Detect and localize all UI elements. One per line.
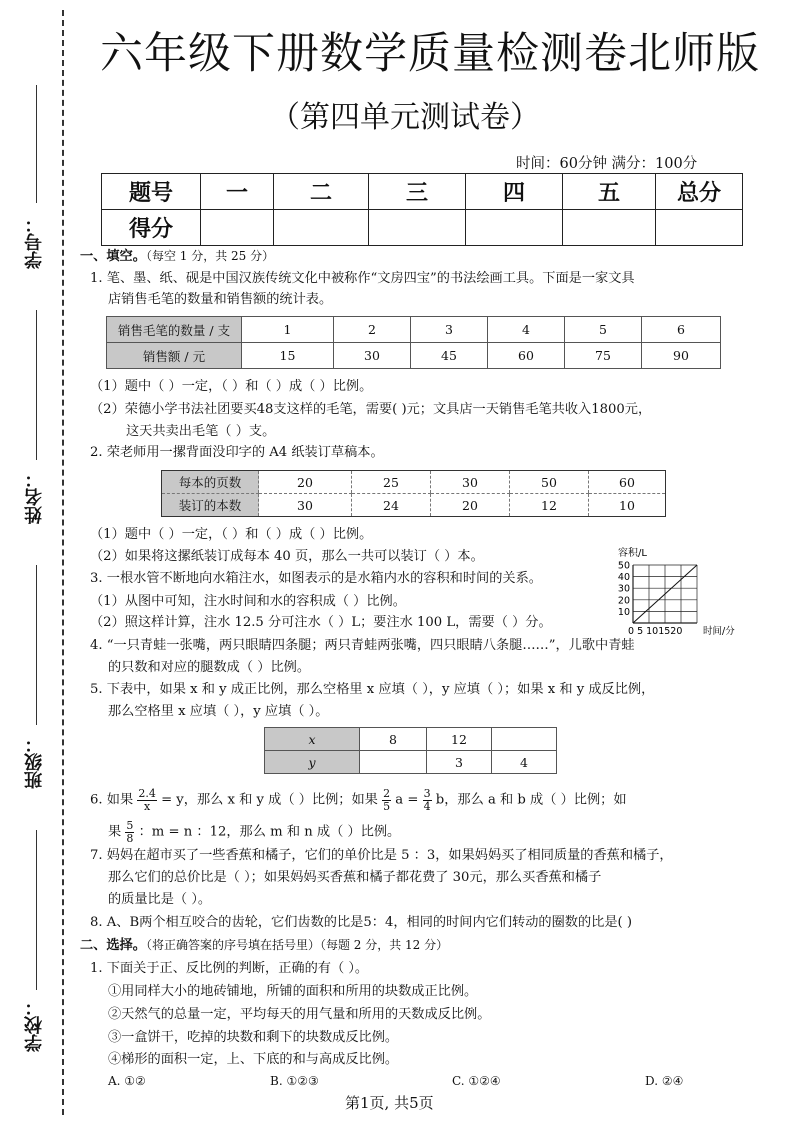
class-line	[36, 565, 37, 725]
q6-frac-num: 2.4	[138, 787, 156, 800]
q6-text: 6. 如果	[90, 792, 134, 808]
q3-sub1: （1）从图中可知，注水时间和水的容积成（ ）比例。	[90, 594, 406, 609]
q6-fraction	[382, 788, 391, 812]
q2-books-cell: 20	[431, 494, 510, 517]
mc1-stem: 1. 下面关于正、反比例的判断，正确的有（ ）。	[90, 961, 369, 976]
score-cell-5[interactable]	[563, 210, 656, 246]
mc1-statement-1: ①用同样大小的地砖铺地，所铺的面积和所用的块数成正比例。	[108, 984, 478, 999]
chart-ylabel: 容积/L	[618, 548, 647, 559]
chart-ytick-label: 50	[617, 560, 630, 572]
time-info: 时间：60分钟 满分：100分	[516, 156, 698, 172]
q6-frac-den: 4	[423, 799, 431, 813]
q6-text: = y，那么 x 和 y 成（ ）比例；如果	[161, 792, 378, 808]
q1-amount-cell: 45	[411, 343, 488, 369]
mc1-statement-3: ③一盒饼干，吃掉的块数和剩下的块数成反比例。	[108, 1030, 399, 1045]
q5-line2: 那么空格里 x 应填（ ），y 应填（ ）。	[108, 704, 329, 719]
q1-header-amount: 销售额 / 元	[107, 343, 242, 369]
section2-heading	[80, 937, 448, 954]
student-id-line	[36, 85, 37, 203]
q2-books-cell: 10	[589, 494, 666, 517]
chart-ytick-label: 40	[617, 572, 630, 584]
q1-sub2b: 这天共卖出毛笔（ ）支。	[126, 424, 276, 439]
q2-books-cell: 30	[259, 494, 352, 517]
score-header-total: 总分	[656, 174, 743, 210]
binding-dashed-line	[62, 10, 64, 1115]
section2-title: 二、选择。	[80, 938, 146, 953]
q2-header-pages: 每本的页数	[162, 471, 259, 494]
q4-line1: 4. “一只青蛙一张嘴，两只眼睛四条腿；两只青蛙两张嘴，四只眼睛八条腿……”，儿歌中青蛙	[90, 638, 635, 653]
school-line	[36, 830, 37, 990]
mc1-option-b[interactable]: B. ①②③	[270, 1074, 319, 1088]
q6-line2	[108, 820, 400, 844]
mc1-option-c[interactable]: C. ①②④	[452, 1074, 501, 1088]
page-subtitle: （第四单元测试卷）	[270, 100, 540, 135]
q6-fraction	[137, 788, 157, 812]
score-header-label: 题号	[102, 174, 201, 210]
student-id-label: 学号：	[24, 215, 45, 269]
q2-table	[161, 470, 666, 517]
q1-count-cell: 2	[334, 317, 411, 343]
score-header-5: 五	[563, 174, 656, 210]
q2-books-cell: 12	[510, 494, 589, 517]
q1-sub2a: （2）荣德小学书法社团要买48支这样的毛笔，需要( )元；文具店一天销售毛笔共收入1800元，	[90, 402, 652, 417]
q5-x-cell	[492, 728, 557, 751]
q6-frac-den: 8	[126, 831, 134, 845]
q1-count-cell: 6	[642, 317, 721, 343]
name-label: 姓名：	[24, 470, 45, 524]
chart-ytick-label: 30	[617, 583, 630, 595]
score-table	[101, 173, 743, 246]
section1-title: 一、填空。	[80, 249, 146, 264]
section1-heading	[80, 248, 274, 265]
mc1-statement-4: ④梯形的面积一定，上、下底的和与高成反比例。	[108, 1052, 399, 1067]
q6-frac-num: 2	[383, 787, 391, 800]
score-header-1: 一	[201, 174, 274, 210]
q5-table	[264, 727, 557, 774]
q1-amount-cell: 60	[488, 343, 565, 369]
q2-header-books: 装订的本数	[162, 494, 259, 517]
q6-line1	[90, 788, 627, 812]
q5-y-cell: 4	[492, 751, 557, 774]
q6-frac-num: 5	[126, 819, 134, 832]
q1-count-cell: 5	[565, 317, 642, 343]
q7-line3: 的质量比是（ ）。	[108, 892, 212, 907]
score-cell-total[interactable]	[656, 210, 743, 246]
q1-count-cell: 1	[242, 317, 334, 343]
q1-table	[106, 316, 721, 369]
q6-fraction	[125, 820, 134, 844]
section1-note: （每空 1 分，共 25 分）	[145, 249, 275, 263]
q6-frac-den: 5	[383, 799, 391, 813]
mc1-option-d[interactable]: D. ②④	[645, 1074, 684, 1088]
q2-pages-cell: 50	[510, 471, 589, 494]
chart-ytick-label: 20	[617, 595, 630, 607]
q6-text: a =	[395, 792, 419, 808]
score-cell-4[interactable]	[466, 210, 563, 246]
q2-sub1: （1）题中（ ）一定，（ ）和（ ）成（ ）比例。	[90, 527, 373, 542]
q1-amount-cell: 90	[642, 343, 721, 369]
score-row-label: 得分	[102, 210, 201, 246]
q1-sub1: （1）题中（ ）一定，（ ）和（ ）成（ ）比例。	[90, 379, 373, 394]
score-header-3: 三	[369, 174, 466, 210]
q8-line1: 8. A、B两个相互咬合的齿轮，它们齿数的比是5：4，相同的时间内它们转动的圈数的比是( )	[90, 915, 632, 930]
q3-line1: 3. 一根水管不断地向水箱注水，如图表示的是水箱内水的容积和时间的关系。	[90, 571, 542, 586]
q1-line2: 店销售毛笔的数量和销售额的统计表。	[108, 292, 333, 307]
q1-amount-cell: 30	[334, 343, 411, 369]
q1-line1: 1. 笔、墨、纸、砚是中国汉族传统文化中被称作“文房四宝”的书法绘画工具。下面是一家文具	[90, 271, 635, 286]
mc1-statement-2: ②天然气的总量一定，平均每天的用气量和所用的天数成反比例。	[108, 1007, 491, 1022]
q6-text: b，那么 a 和 b 成（ ）比例；如	[435, 792, 627, 808]
chart-xticks: 0 5 101520	[628, 626, 683, 637]
q2-sub2: （2）如果将这摞纸装订成每本 40 页，那么一共可以装订（ ）本。	[90, 549, 484, 564]
class-label: 班级：	[24, 735, 45, 789]
q5-line1: 5. 下表中，如果 x 和 y 成正比例，那么空格里 x 应填（ ），y 应填（ ）；如果 x 和 y 成反比例，	[90, 682, 655, 697]
section2-note: （将正确答案的序号填在括号里）（每题 2 分，共 12 分）	[145, 938, 449, 952]
q2-line1: 2. 荣老师用一摞背面没印字的 A4 纸装订草稿本。	[90, 445, 384, 460]
score-header-4: 四	[466, 174, 563, 210]
q2-pages-cell: 60	[589, 471, 666, 494]
name-line	[36, 310, 37, 460]
page-footer: 第1页, 共5页	[345, 1094, 434, 1112]
q6-text: ：m = n ：12，那么 m 和 n 成（ ）比例。	[138, 824, 401, 840]
q7-line2: 那么它们的总价比是（ ）；如果妈妈买香蕉和橘子都花费了 30元，那么买香蕉和橘子	[108, 870, 602, 885]
q5-x-cell: 8	[360, 728, 427, 751]
q2-pages-cell: 20	[259, 471, 352, 494]
score-cell-1[interactable]	[201, 210, 274, 246]
q5-y-cell	[360, 751, 427, 774]
score-cell-2[interactable]	[274, 210, 369, 246]
score-cell-3[interactable]	[369, 210, 466, 246]
mc1-option-a[interactable]: A. ①②	[108, 1074, 146, 1088]
q7-line1: 7. 妈妈在超市买了一些香蕉和橘子，它们的单价比是 5 ：3，如果妈妈买了相同质量的香蕉和橘子，	[90, 848, 673, 863]
q5-x-cell: 12	[427, 728, 492, 751]
chart-ytick-label: 10	[617, 606, 630, 618]
q5-y-cell: 3	[427, 751, 492, 774]
q1-amount-cell: 75	[565, 343, 642, 369]
q1-count-cell: 3	[411, 317, 488, 343]
q6-text: 果	[108, 824, 122, 840]
chart-xlabel: 时间/分	[703, 626, 735, 637]
q2-pages-cell: 30	[431, 471, 510, 494]
q5-x-label: x	[265, 728, 360, 751]
q6-fraction	[423, 788, 432, 812]
q2-books-cell: 24	[352, 494, 431, 517]
q3-volume-time-chart	[600, 545, 794, 637]
q1-count-cell: 4	[488, 317, 565, 343]
score-header-2: 二	[274, 174, 369, 210]
q4-line2: 的只数和对应的腿数成（ ）比例。	[108, 660, 311, 675]
school-label: 学校：	[24, 998, 45, 1052]
q2-pages-cell: 25	[352, 471, 431, 494]
q1-header-count: 销售毛笔的数量 / 支	[107, 317, 242, 343]
q1-amount-cell: 15	[242, 343, 334, 369]
q3-sub2: （2）照这样计算，注水 12.5 分可注水（ ）L；要注水 100 L，需要（ ）分。	[90, 615, 552, 630]
q6-frac-den: x	[144, 799, 151, 813]
page-title: 六年级下册数学质量检测卷北师版	[100, 29, 760, 79]
q6-frac-num: 3	[423, 787, 431, 800]
q5-y-label: y	[265, 751, 360, 774]
